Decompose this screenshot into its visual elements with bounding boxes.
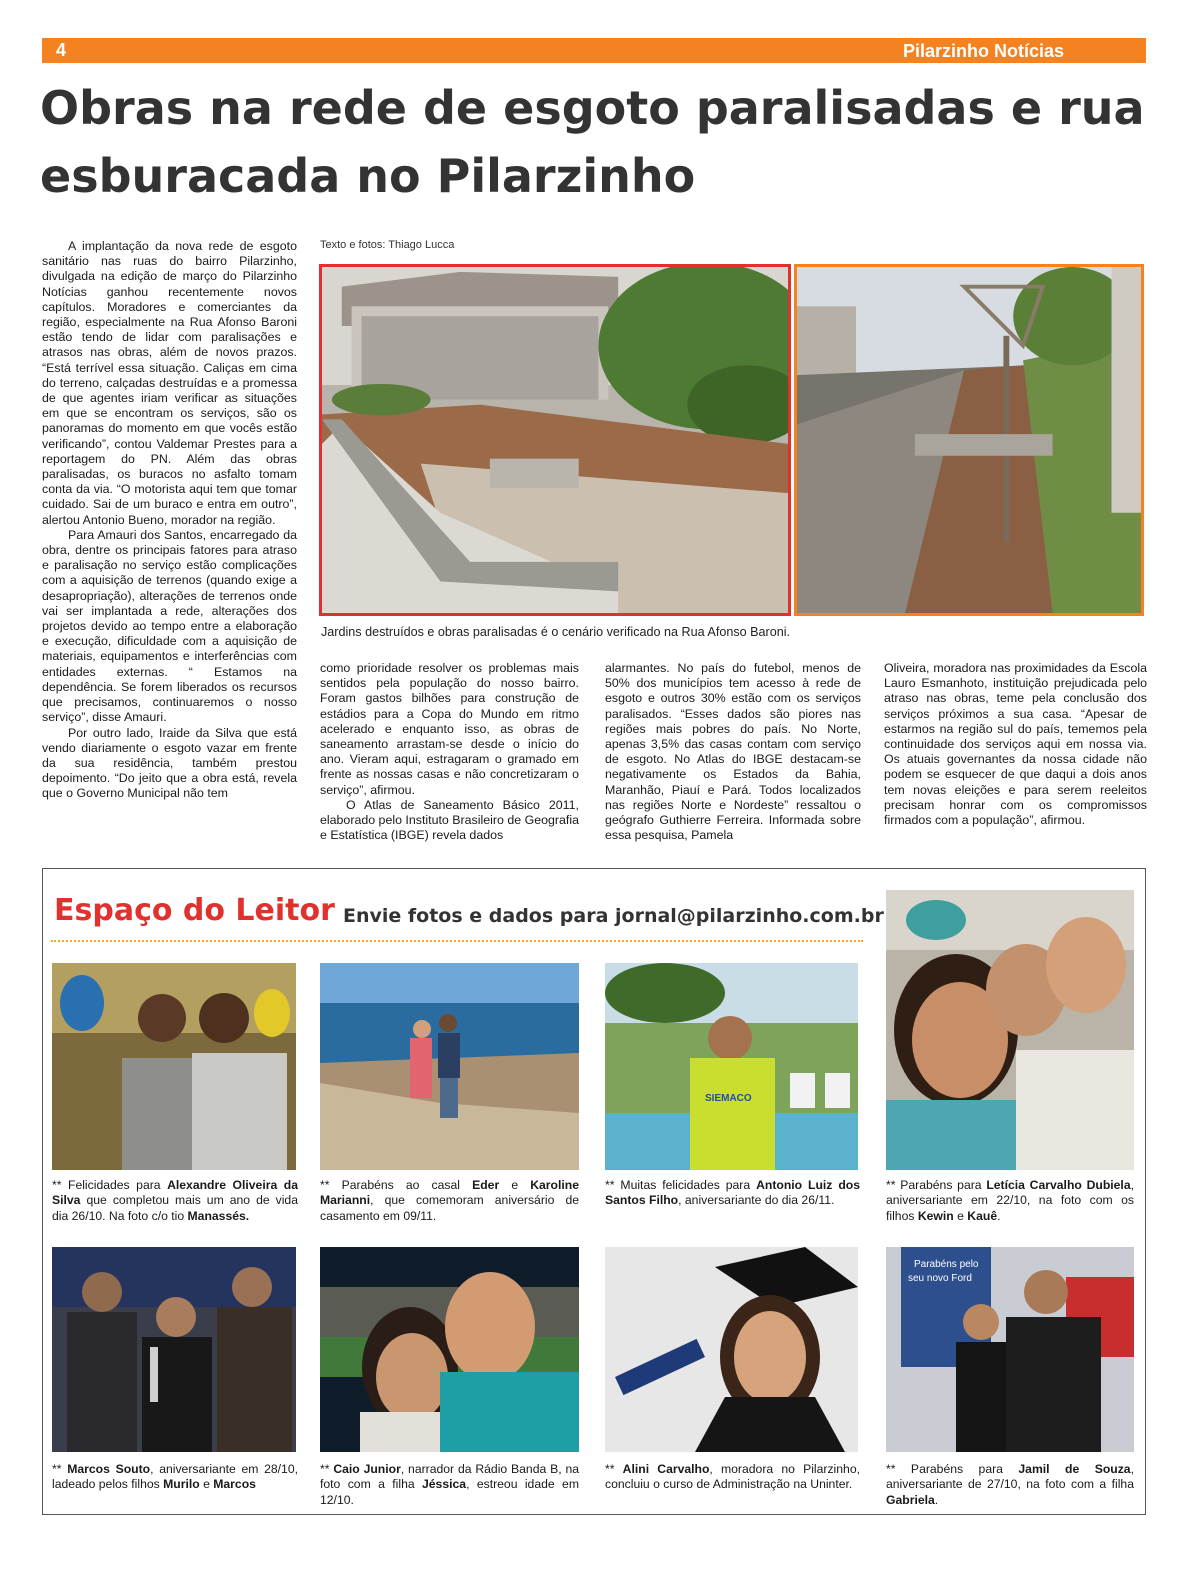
page-number: 4 — [56, 40, 67, 60]
reader-photo-alini — [605, 1247, 858, 1452]
street-photo-broken-garden — [319, 264, 791, 616]
reader-section-title: Espaço do Leitor — [54, 893, 335, 928]
article-paragraph: Por outro lado, Iraide da Silva que está vendo diariamente o esgoto vazar em frente da sua residência, também prestou depoimento. “Do jeito que a obra está, revela que o Governo Municipal não tem — [42, 725, 297, 801]
svg-text:Parabéns pelo: Parabéns pelo — [914, 1259, 979, 1270]
article-paragraph: Para Amauri dos Santos, encarregado da obra, dentre os principais fatores para atraso e paralisação no serviço estão complicações com a aquisição de terrenos (quando exige a desapropriação), alterações de terrenos onde vai ser implantada a rede, alterações dos projetos devido ao tempo entre a elaboração e execução, dificuldade com a aquisição de materiais, equipamentos e interferências com entidades externas. “ Estamos na dependência. Se forem liberados os recursos que precisamos, continuaremos o nosso serviço”, disse Amauri. — [42, 527, 297, 725]
reader-photo-antonio — [605, 963, 858, 1170]
reader-caption-5: ** Marcos Souto, aniversariante em 28/10, ladeado pelos filhos Murilo e Marcos — [52, 1462, 298, 1492]
article-column-4 — [884, 661, 1147, 828]
article-column-3 — [605, 661, 861, 843]
article-paragraph: A implantação da nova rede de esgoto sanitário nas ruas do bairro Pilarzinho, divulgada na edição de março do Pilarzinho Notícias ganhou recentemente novos capítulos. Moradores e comerciantes da região, especialmente na Rua Afonso Baroni estão tendo de lidar com paralisações e atrasos nas obras, além de novos prazos. “Está terrível essa situação. Caliças em cima do terreno, calçadas destruídas e a promessa de que agentes iriam verificar as situações em que se encontram os serviços, são os panoramas do momento em que vocês estão verificando”, contou Valdemar Prestes para a reportagem do PN. Além das obras paralisadas, os buracos no asfalto tomam conta da via. “O motorista aqui tem que tomar cuidado. Sai de um buraco e entra em outro”, alertou Antonio Bueno, morador na região. — [42, 239, 297, 527]
dotted-divider — [51, 940, 863, 942]
article-column-2 — [320, 661, 579, 843]
reader-caption-2: ** Parabéns ao casal Eder e Karoline Marianni, que comemoram aniversário de casamento em 09/11. — [320, 1178, 579, 1223]
street-photo-potholes — [794, 264, 1144, 616]
reader-photo-alexandre — [52, 963, 296, 1170]
article-column-1 — [42, 239, 297, 802]
reader-caption-4: ** Parabéns para Letícia Carvalho Dubiela, aniversariante em 22/10, na foto com os filhos Kewin e Kauê. — [886, 1178, 1134, 1223]
reader-section-subtitle: Envie fotos e dados para jornal@pilarzinho.com.br — [343, 905, 884, 927]
reader-photo-caio — [320, 1247, 579, 1452]
svg-text:seu novo Ford: seu novo Ford — [908, 1273, 972, 1284]
reader-caption-7: ** Alini Carvalho, moradora no Pilarzinho, concluiu o curso de Administração na Uninter. — [605, 1462, 860, 1492]
page-header-bar — [42, 38, 1146, 63]
article-paragraph: como prioridade resolver os problemas mais sentidos pela população do nosso bairro. Foram gastos bilhões para construção de estádios para a Copa do Mundo em ritmo acelerado e enquanto isso, as obras de saneamento arrastam-se desde o início do ano. Vieram aqui, estragaram o gramado em frente as nossas casas e não concretizaram o serviço”, afirmou. — [320, 661, 579, 797]
article-paragraph: Oliveira, moradora nas proximidades da Escola Lauro Esmanhoto, instituição prejudicada pelo atraso nas obras, teme pela conclusão dos serviços próximos a sua casa. “Apesar de estarmos na região sul do país, tememos pela continuidade dos serviços aqui em nossa via. Os atuais governantes da nossa cidade não podem se esquecer de que daqui a dois anos tem novas eleições e para serem reeleitos precisam honrar com os compromissos firmados com a população”, afirmou. — [884, 661, 1147, 828]
reader-caption-6: ** Caio Junior, narrador da Rádio Banda B, na foto com a filha Jéssica, estreou idade em 12/10. — [320, 1462, 580, 1507]
article-paragraph: alarmantes. No país do futebol, menos de 50% dos municípios tem acesso à rede de esgoto e outros 30% estão com os serviços paralisados. “Esses dados são piores nas regiões mais pobres do país. No Norte, apenas 3,5% das casas contam com serviço de esgoto. No Atlas do IBGE destacam-se negativamente os Estados da Bahia, Maranhão, Piauí e Pará. Todos localizados nas regiões Norte e Nordeste” ressaltou o geógrafo Guthierre Ferreira. Informada sobre essa pesquisa, Pamela — [605, 661, 861, 843]
masthead: Pilarzinho Notícias — [902, 41, 1064, 61]
photo-caption: Jardins destruídos e obras paralisadas é o cenário verificado na Rua Afonso Baroni. — [321, 625, 791, 639]
svg-text:SIEMACO: SIEMACO — [705, 1093, 752, 1104]
reader-caption-8: ** Parabéns para Jamil de Souza, aniversariante de 27/10, na foto com a filha Gabriela. — [886, 1462, 1134, 1507]
photo-credit: Texto e fotos: Thiago Lucca — [320, 239, 455, 251]
reader-photo-jamil — [886, 1247, 1134, 1452]
article-paragraph: O Atlas de Saneamento Básico 2011, elaborado pelo Instituto Brasileiro de Geografia e Estatística (IBGE) revela dados — [320, 797, 579, 843]
reader-caption-3: ** Muitas felicidades para Antonio Luiz dos Santos Filho, aniversariante do dia 26/11. — [605, 1178, 860, 1208]
reader-caption-1: ** Felicidades para Alexandre Oliveira da Silva que completou mais um ano de vida dia 26/10. Na foto c/o tio Manassés. — [52, 1178, 298, 1223]
article-headline: Obras na rede de esgoto paralisadas e rua esburacada no Pilarzinho — [40, 81, 1145, 203]
reader-photo-eder-karoline — [320, 963, 579, 1170]
reader-photo-marcos — [52, 1247, 296, 1452]
reader-photo-leticia — [886, 890, 1134, 1170]
